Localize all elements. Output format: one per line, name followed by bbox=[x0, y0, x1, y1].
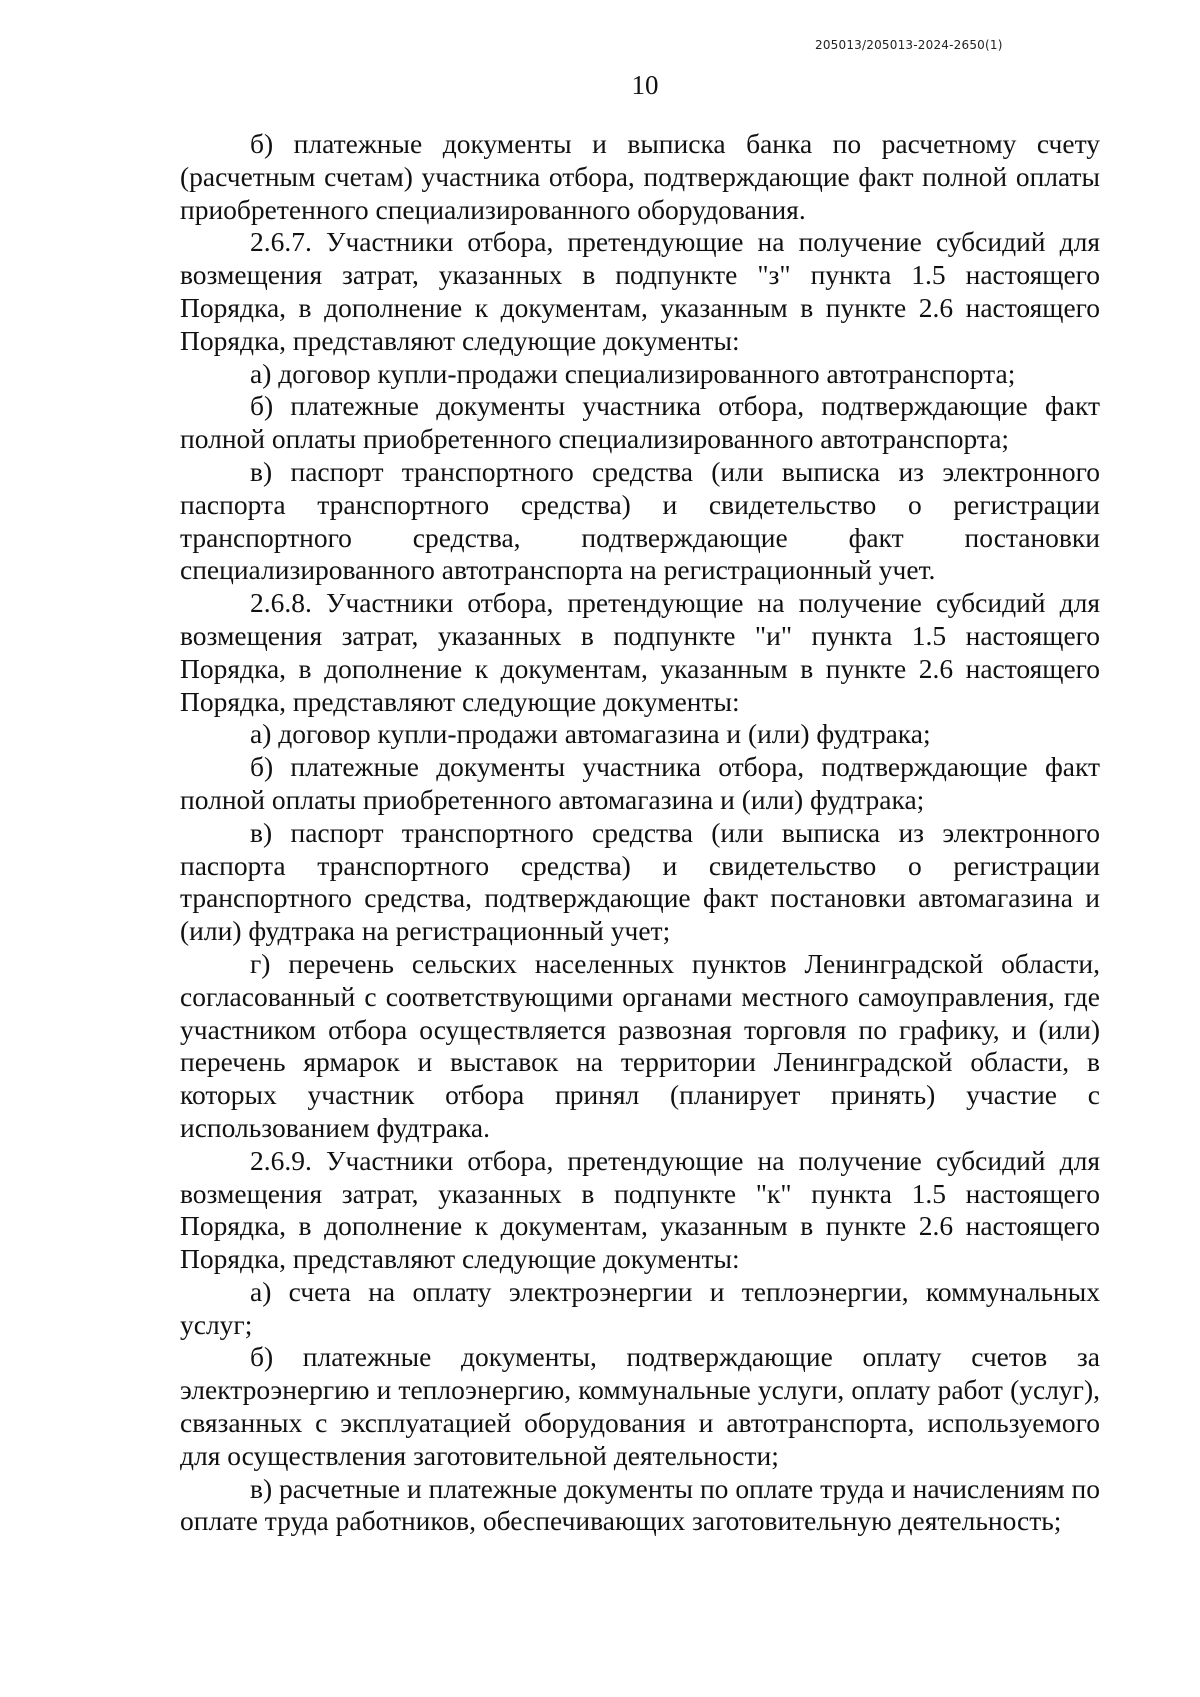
paragraph: в) паспорт транспортного средства (или выписка из электронного паспорта транспортного средства) и свидетельство о регистрации транспортного средства, подтверждающие факт постановки специализированного автотранспорта на регистрационный учет. bbox=[180, 455, 1100, 586]
paragraph: б) платежные документы и выписка банка по расчетному счету (расчетным счетам) участника отбора, подтверждающие факт полной оплаты приобретенного специализированного оборудования. bbox=[180, 128, 1100, 225]
paragraph: 2.6.7. Участники отбора, претендующие на получение субсидий для возмещения затрат, указанных в подпункте "з" пункта 1.5 настоящего Порядка, в дополнение к документам, указанным в пункте 2.6 настоящего Порядка, представляют следующие документы: bbox=[180, 226, 1100, 356]
document-id: 205013/205013-2024-2650(1) bbox=[815, 38, 1003, 52]
paragraph: а) договор купли-продажи специализированного автотранспорта; bbox=[250, 357, 1016, 389]
paragraph: г) перечень сельских населенных пунктов Ленинградской области, согласованный с соответствующими органами местного самоуправления, где участником отбора осуществляется развозная торговля по графику, и (или) перечень ярмарок и выставок на территории Ленинградской области, в которых участник отбора принял (планирует принять) участие с использованием фудтрака. bbox=[180, 947, 1100, 1143]
document-body bbox=[180, 128, 1100, 1538]
page-number: 10 bbox=[631, 70, 659, 100]
paragraph: б) платежные документы, подтверждающие оплату счетов за электроэнергию и теплоэнергию, коммунальные услуги, оплату работ (услуг), связанных с эксплуатацией оборудования и автотранспорта, используемого для осуществления заготовительной деятельности; bbox=[180, 1341, 1100, 1471]
paragraph: в) расчетные и платежные документы по оплате труда и начислениям по оплате труда работников, обеспечивающих заготовительную деятельность; bbox=[180, 1472, 1100, 1537]
paragraph: а) договор купли-продажи автомагазина и (или) фудтрака; bbox=[250, 718, 931, 750]
paragraph: б) платежные документы участника отбора, подтверждающие факт полной оплаты приобретенного автомагазина и (или) фудтрака; bbox=[180, 751, 1100, 815]
paragraph: а) счета на оплату электроэнергии и теплоэнергии, коммунальных услуг; bbox=[180, 1275, 1100, 1340]
paragraph: 2.6.9. Участники отбора, претендующие на получение субсидий для возмещения затрат, указанных в подпункте "к" пункта 1.5 настоящего Порядка, в дополнение к документам, указанным в пункте 2.6 настоящего Порядка, представляют следующие документы: bbox=[180, 1144, 1100, 1275]
paragraph: в) паспорт транспортного средства (или выписка из электронного паспорта транспортного средства) и свидетельство о регистрации транспортного средства, подтверждающие факт постановки автомагазина и (или) фудтрака на регистрационный учет; bbox=[180, 816, 1100, 947]
paragraph: 2.6.8. Участники отбора, претендующие на получение субсидий для возмещения затрат, указанных в подпункте "и" пункта 1.5 настоящего Порядка, в дополнение к документам, указанным в пункте 2.6 настоящего Порядка, представляют следующие документы: bbox=[180, 587, 1100, 717]
paragraph: б) платежные документы участника отбора, подтверждающие факт полной оплаты приобретенного специализированного автотранспорта; bbox=[180, 390, 1100, 455]
